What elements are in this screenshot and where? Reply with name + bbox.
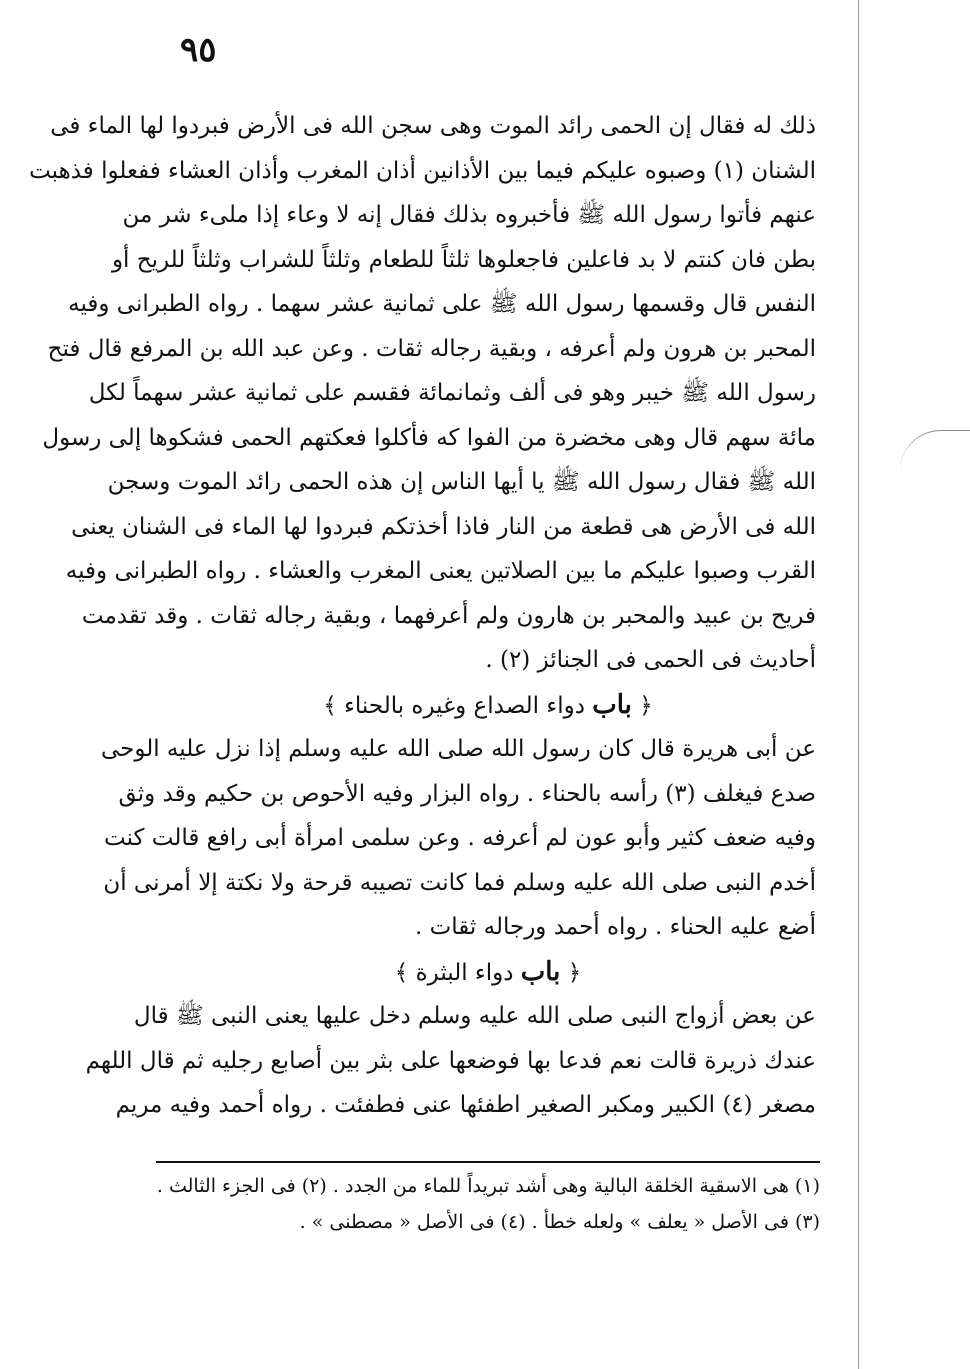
heading-title: دواء البثرة (415, 959, 514, 986)
text-line: الشنان (١) وصبوه عليكم فيما بين الأذانين أذان المغرب وأذان العشاء ففعلوا فذهبت (29, 157, 816, 184)
text-line: الله ﷺ فقال رسول الله ﷺ يا أيها الناس إن هذه الحمى رائد الموت وسجن (107, 469, 816, 495)
text-line: عن أبى هريرة قال كان رسول الله صلى الله عليه وسلم إذا نزل عليه الوحى (100, 736, 816, 762)
text-line: ذلك له فقال إن الحمى رائد الموت وهى سجن الله فى الأرض فبردوا لها الماء فى (50, 113, 816, 139)
text-line: عن بعض أزواج النبى صلى الله عليه وسلم دخل عليها يعنى النبى ﷺ قال (133, 1003, 816, 1029)
text-line: أضع عليه الحناء . رواه أحمد ورجاله ثقات . (415, 914, 816, 940)
heading-bab: باب (520, 956, 561, 987)
text-line: النفس قال وقسمها رسول الله ﷺ على ثمانية عشر سهما . رواه الطبرانى وفيه (68, 291, 816, 317)
text-line: مصغر (٤) الكبير ومكبر الصغير اطفئها عنى فطفئت . رواه أحمد وفيه مريم (115, 1092, 816, 1118)
text-line: بطن فان كنتم لا بد فاعلين فاجعلوها ثلثاً للطعام وثلثاً للشراب وثلثاً للريح أو (111, 246, 816, 273)
page-fold-line (858, 0, 859, 1369)
text-line: وفيه ضعف كثير وأبو عون لم أعرفه . وعن سلمى امرأة أبى رافع قالت كنت (103, 825, 816, 851)
page-number: ٩٥ (180, 30, 217, 70)
heading-title: دواء الصداع وغيره بالحناء (344, 692, 585, 719)
text-line: صدع فيغلف (٣) رأسه بالحناء . رواه البزار وفيه الأحوص بن حكيم وقد وثق (118, 780, 816, 807)
main-text (29, 104, 816, 1128)
page-edge-curve (900, 430, 970, 471)
heading-bracket-close: ﴾ (323, 692, 345, 719)
heading-bracket-open: ﴿ (631, 692, 653, 719)
section-heading-pimple (160, 950, 816, 995)
footnote-divider (156, 1161, 820, 1163)
footnotes (156, 1168, 820, 1240)
text-line: مائة سهم قال وهى مخضرة من الفوا كه فأكلوا فعكتهم الحمى فشكوها إلى رسول (42, 424, 816, 451)
text-line: عندك ذريرة قالت نعم فدعا بها فوضعها على بثر بين أصابع رجليه ثم قال اللهم (85, 1047, 816, 1074)
text-line: فريح بن عبيد والمحبر بن هارون ولم أعرفهما ، وبقية رجاله ثقات . وقد تقدمت (81, 602, 816, 629)
heading-bracket-open: ﴿ (560, 959, 582, 986)
footnote-line: (٣) فى الأصل « يعلف » ولعله خطأ . (٤) فى الأصل « مصطنى » . (299, 1211, 820, 1233)
section-heading-henna (160, 683, 816, 728)
heading-bracket-close: ﴾ (394, 959, 416, 986)
text-line: الله فى الأرض هى قطعة من النار فاذا أخذتكم فبردوا لها الماء فى الشنان يعنى (71, 513, 816, 540)
heading-bab: باب (592, 689, 632, 720)
text-line: عنهم فأتوا رسول الله ﷺ فأخبروه بذلك فقال إنه لا وعاء إذا ملىء شر من (122, 202, 816, 228)
text-line: المحبر بن هرون ولم أعرفه ، وبقية رجاله ثقات . وعن عبد الله بن المرفع قال فتح (47, 335, 816, 362)
footnote-line: (١) هى الاسقية الخلقة البالية وهى أشد تبريداً للماء من الجدد . (٢) فى الجزء الثالث . (156, 1175, 820, 1197)
text-line: أخدم النبى صلى الله عليه وسلم فما كانت تصيبه قرحة ولا نكتة إلا أمرنى أن (103, 869, 816, 896)
text-line: القرب وصبوا عليكم ما بين الصلاتين يعنى المغرب والعشاء . رواه الطبرانى وفيه (65, 558, 816, 584)
text-line: رسول الله ﷺ خيبر وهو فى ألف وثمانمائة فقسم على ثمانية عشر سهماً لكل (88, 380, 816, 406)
text-line: أحاديث فى الحمى فى الجنائز (٢) . (485, 647, 816, 673)
